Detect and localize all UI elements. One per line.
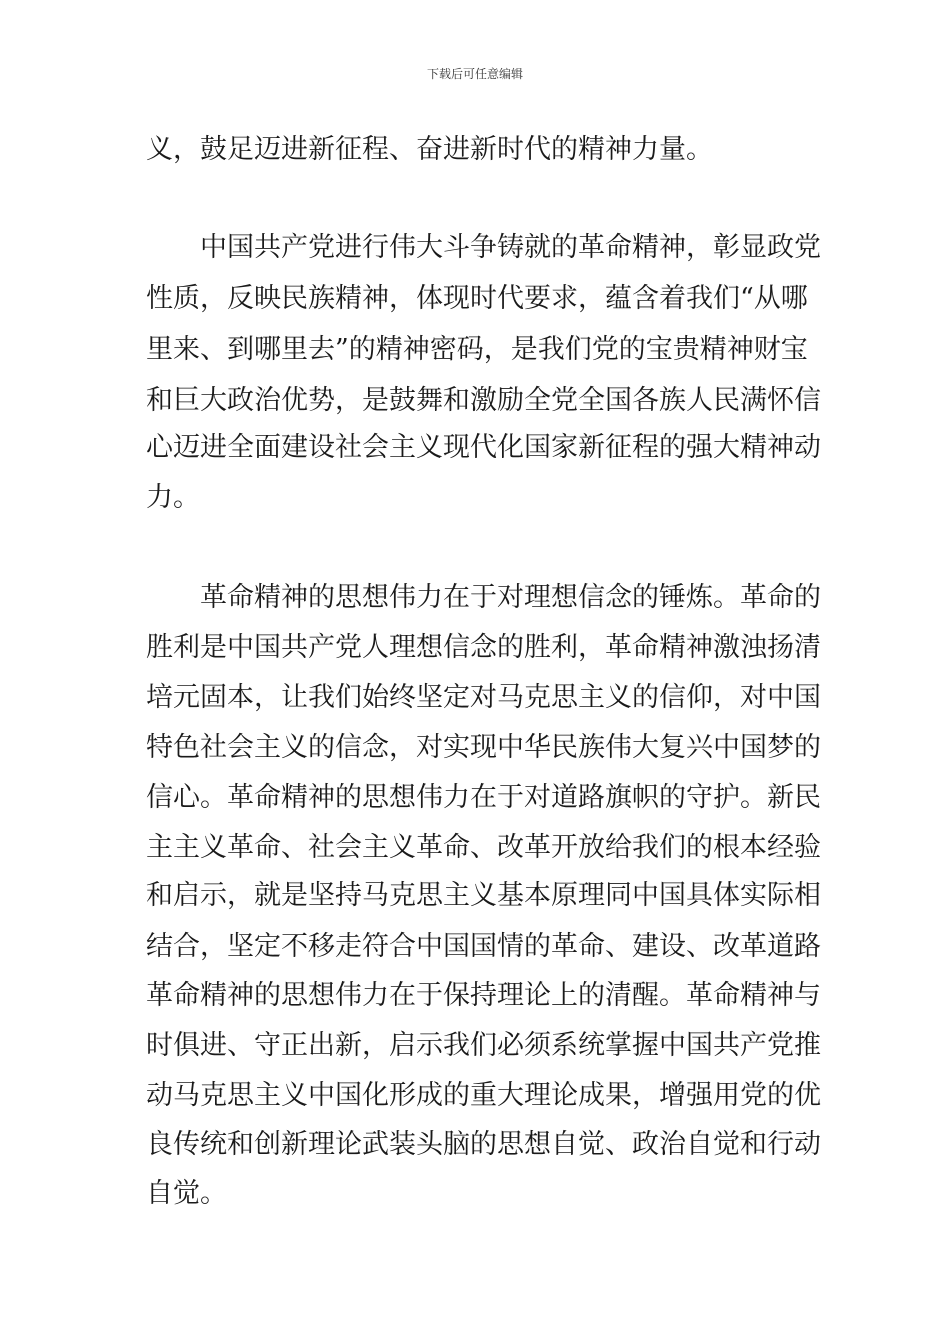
paragraph-line: 信心。革命精神的思想伟力在于对道路旗帜的守护。新民: [146, 782, 821, 813]
paragraph-line: 时俱进、守正出新，启示我们必须系统掌握中国共产党推: [146, 1030, 821, 1061]
paragraph-line: 里来、到哪里去”的精神密码，是我们党的宝贵精神财宝: [146, 334, 808, 365]
page-header: 下载后可任意编辑: [426, 67, 523, 81]
paragraph-line: 自觉。: [146, 1178, 227, 1209]
paragraph-line: 和巨大政治优势，是鼓舞和激励全党全国各族人民满怀信: [146, 385, 821, 416]
paragraph-line: 性质，反映民族精神，体现时代要求，蕴含着我们“从哪: [146, 283, 808, 314]
paragraph-line: 培元固本，让我们始终坚定对马克思主义的信仰，对中国: [146, 682, 821, 713]
paragraph-line: 心迈进全面建设社会主义现代化国家新征程的强大精神动: [146, 432, 821, 463]
paragraph-line: 主主义革命、社会主义革命、改革开放给我们的根本经验: [146, 832, 821, 863]
paragraph-line: 和启示，就是坚持马克思主义基本原理同中国具体实际相: [146, 880, 821, 911]
paragraph-line: 革命精神的思想伟力在于保持理论上的清醒。革命精神与: [146, 980, 821, 1011]
paragraph-line: 中国共产党进行伟大斗争铸就的革命精神，彰显政党: [200, 232, 821, 263]
paragraph-line: 义，鼓足迈进新征程、奋进新时代的精神力量。: [146, 134, 713, 165]
paragraph-line: 革命精神的思想伟力在于对理想信念的锤炼。革命的: [200, 582, 821, 613]
paragraph-line: 胜利是中国共产党人理想信念的胜利，革命精神激浊扬清: [146, 632, 821, 663]
paragraph-line: 结合，坚定不移走符合中国国情的革命、建设、改革道路: [146, 931, 821, 962]
paragraph-line: 力。: [146, 482, 200, 513]
paragraph-line: 良传统和创新理论武装头脑的思想自觉、政治自觉和行动: [146, 1129, 821, 1160]
paragraph-line: 特色社会主义的信念，对实现中华民族伟大复兴中国梦的: [146, 732, 821, 763]
paragraph-line: 动马克思主义中国化形成的重大理论成果，增强用党的优: [146, 1080, 821, 1111]
